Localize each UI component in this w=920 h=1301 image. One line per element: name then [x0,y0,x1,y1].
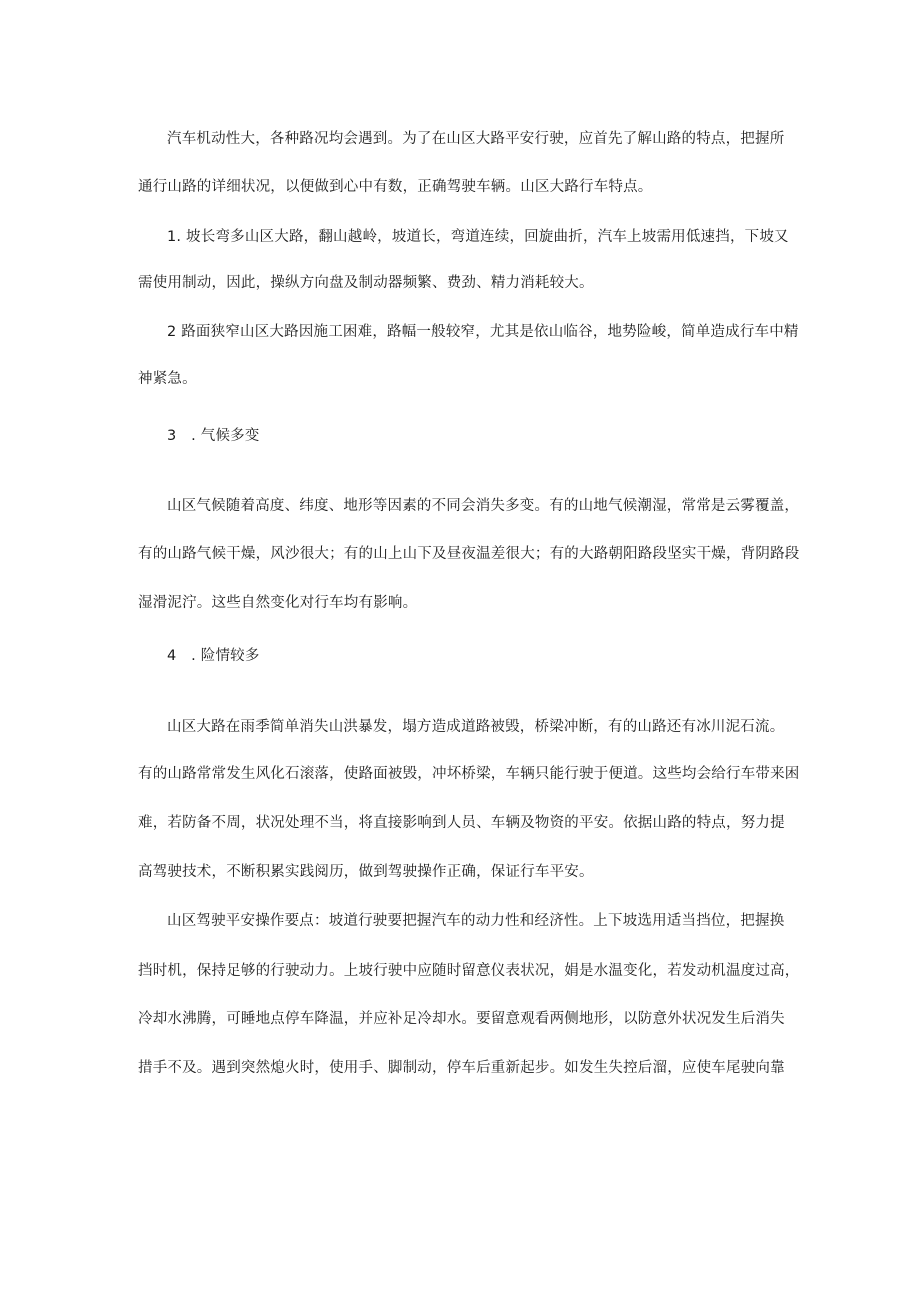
paragraph-3-line-1: 2 路面狭窄山区大路因施工困难，路幅一般较窄，尤其是依山临谷，地势险峻，简单造成行车中精 [167,324,799,340]
paragraph-6-line-4: 措手不及。遇到突然熄火时，使用手、脚制动，停车后重新起步。如发生失控后溜，应使车尾驶向靠 [138,1060,785,1076]
paragraph-6-line-1: 山区驾驶平安操作要点：坡道行驶要把握汽车的动力性和经济性。上下坡选用适当挡位，把握换 [167,913,785,929]
heading-3-weather: 3 . 气候多变 [167,428,260,444]
paragraph-2-line-2: 需使用制动，因此，操纵方向盘及制动器频繁、费劲、精力消耗较大。 [138,275,594,291]
paragraph-5-line-3: 难，若防备不周，状况处理不当，将直接影响到人员、车辆及物资的平安。依据山路的特点，努力提 [138,815,785,831]
paragraph-5-line-4: 高驾驶技术，不断积累实践阅历，做到驾驶操作正确，保证行车平安。 [138,864,594,880]
paragraph-4-line-1: 山区气候随着高度、纬度、地形等因素的不同会消失多变。有的山地气候潮湿，常常是云雾覆盖， [167,498,800,514]
paragraph-3-line-2: 神紧急。 [138,371,197,387]
paragraph-4-line-3: 湿滑泥泞。这些自然变化对行车均有影响。 [138,595,418,611]
paragraph-6-line-3: 冷却水沸腾，可睡地点停车降温，并应补足冷却水。要留意观看两侧地形，以防意外状况发生后消失 [138,1011,785,1027]
paragraph-5-line-1: 山区大路在雨季简单消失山洪暴发，塌方造成道路被毁，桥梁冲断，有的山路还有冰川泥石流。 [167,719,785,735]
paragraph-2-line-1: 1. 坡长弯多山区大路，翻山越岭，坡道长，弯道连续，回旋曲折，汽车上坡需用低速挡，下坡又 [167,229,789,245]
heading-4-hazards: 4 . 险情较多 [167,648,260,664]
paragraph-6-line-2: 挡时机，保持足够的行驶动力。上坡行驶中应随时留意仪表状况，娟是水温变化，若发动机温度过高， [138,963,800,979]
paragraph-4-line-2: 有的山路气候干燥，风沙很大；有的山上山下及昼夜温差很大；有的大路朝阳路段坚实干燥，背阴路段 [138,546,800,562]
paragraph-1-line-1: 汽车机动性大，各种路况均会遇到。为了在山区大路平安行驶，应首先了解山路的特点，把握所 [167,131,785,147]
paragraph-1-line-2: 通行山路的详细状况，以便做到心中有数，正确驾驶车辆。山区大路行车特点。 [138,179,653,195]
paragraph-5-line-2: 有的山路常常发生风化石滚落，使路面被毁，冲坏桥梁，车辆只能行驶于便道。这些均会给行车带来困 [138,766,800,782]
